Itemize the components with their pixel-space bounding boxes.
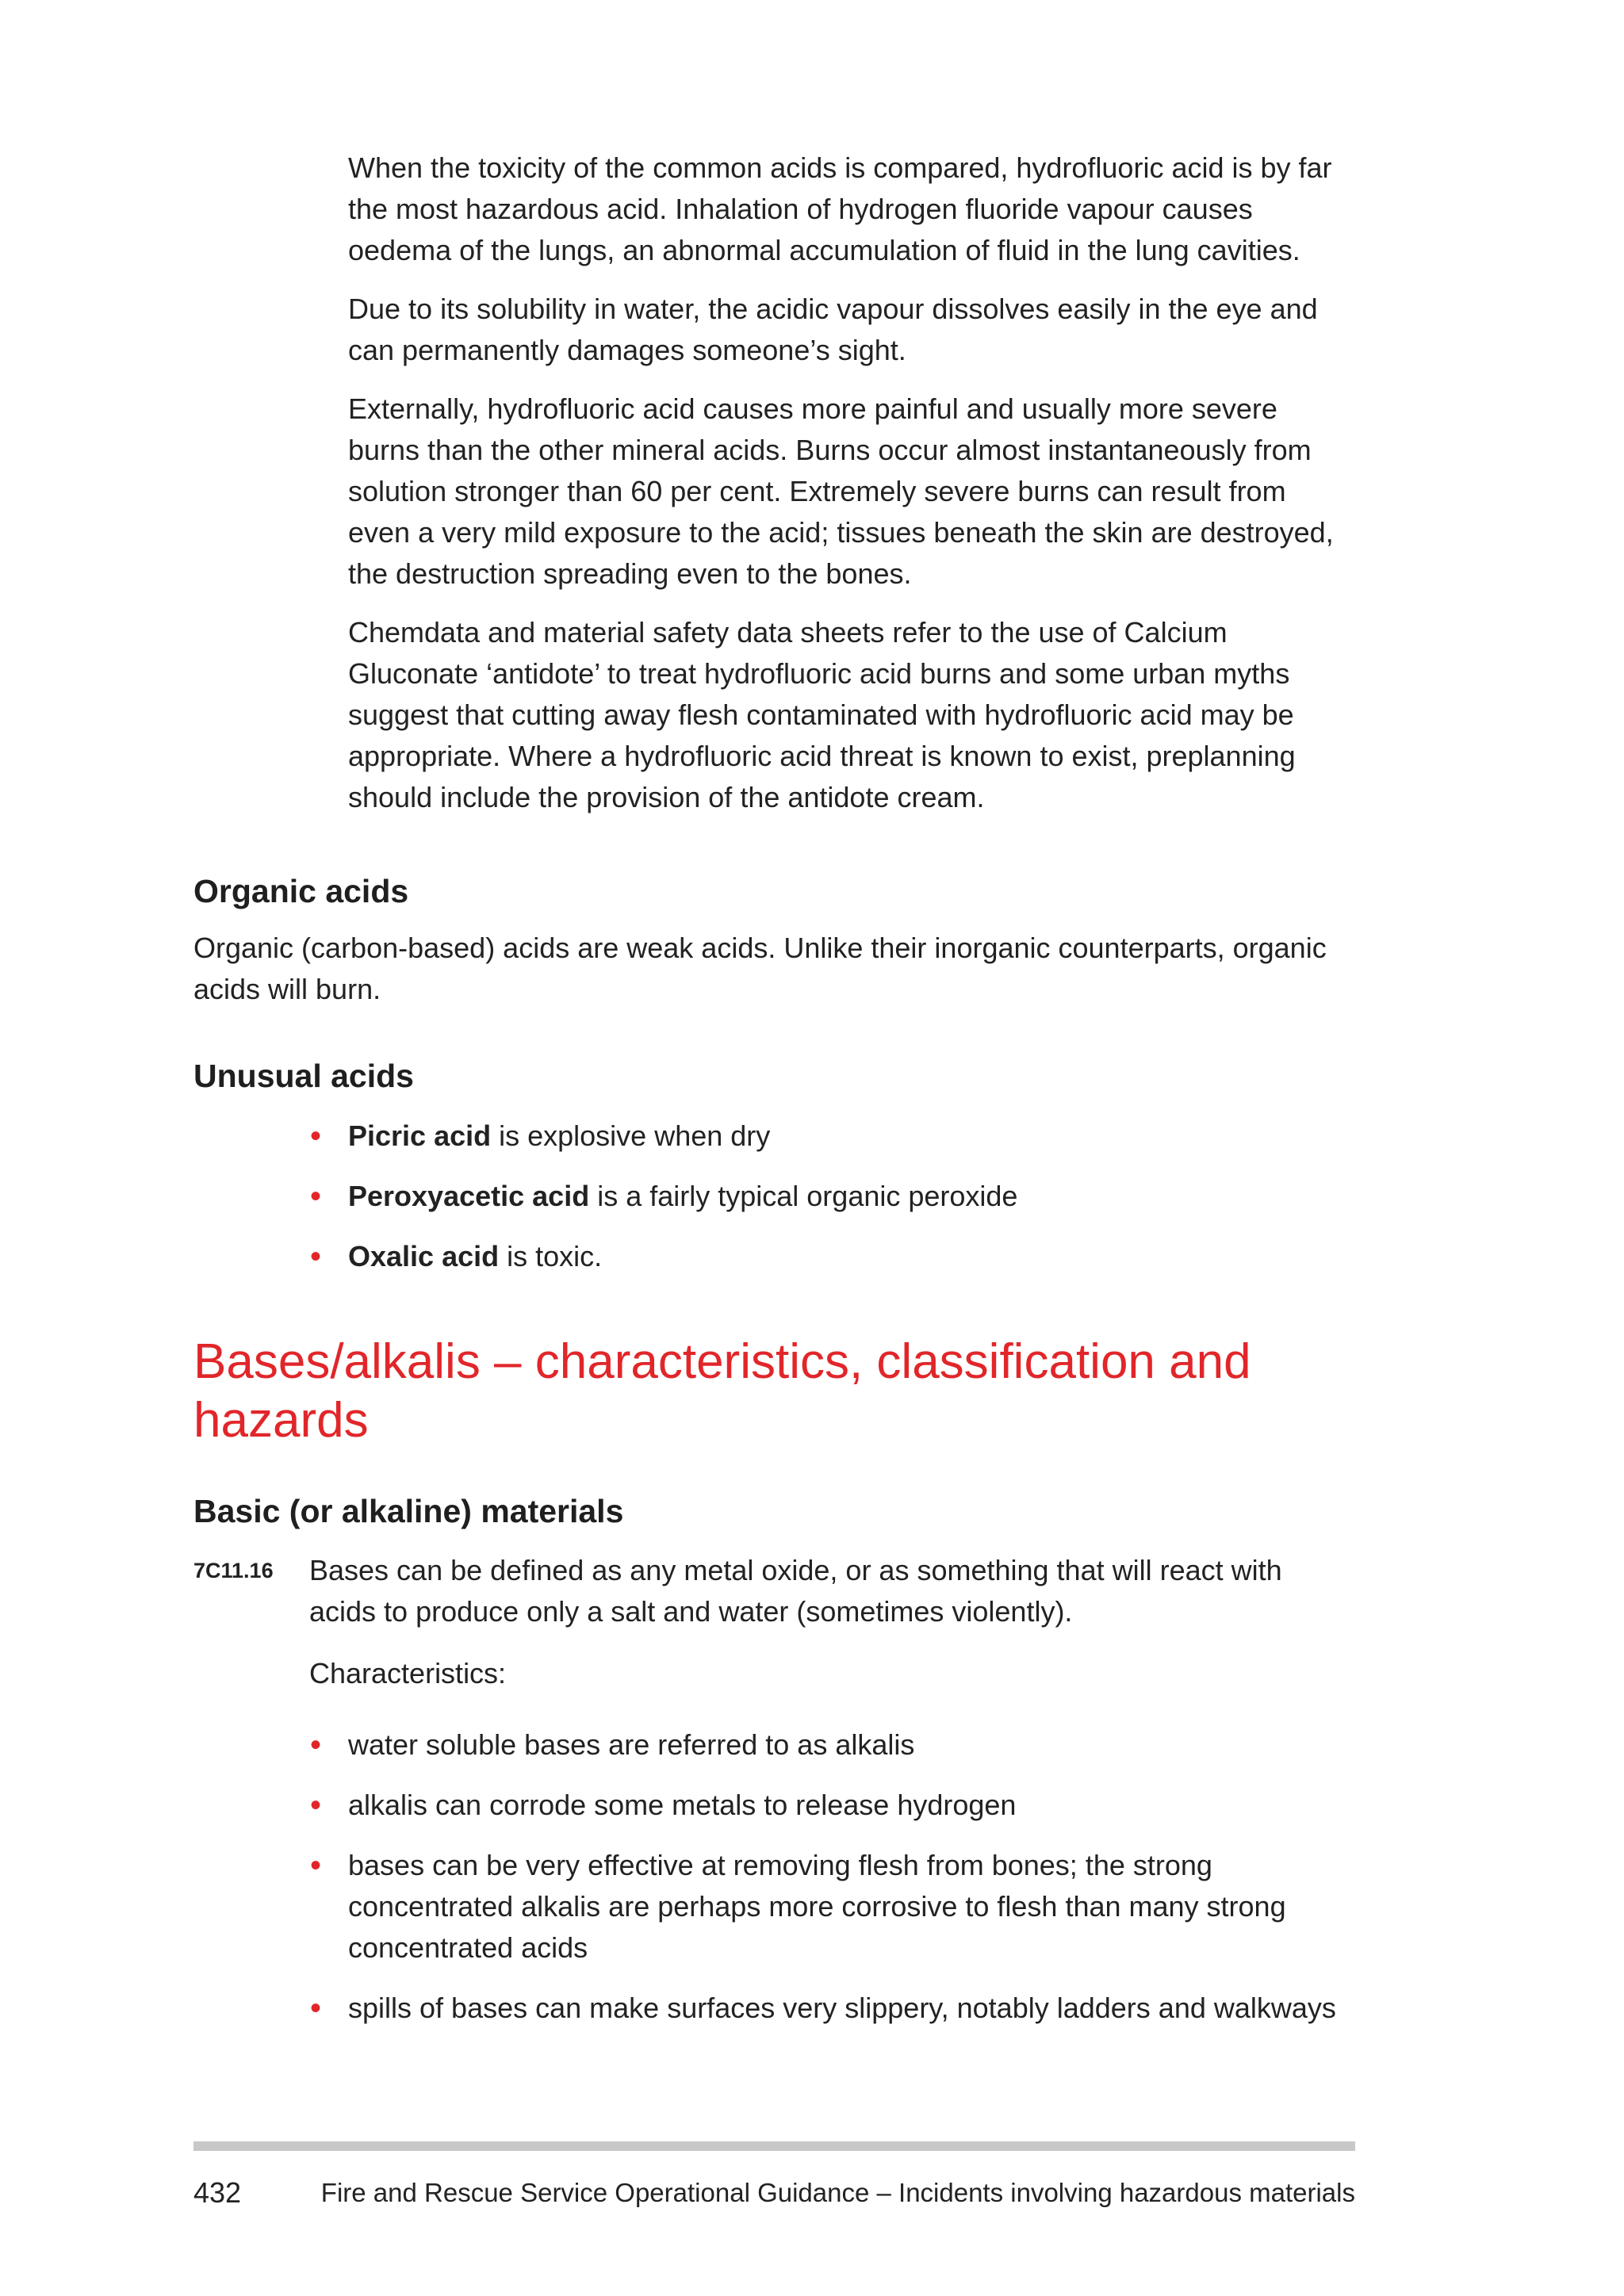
page-number: 432 xyxy=(193,2176,242,2209)
footer-document-title: Fire and Rescue Service Operational Guidance – Incidents involving hazardous materials xyxy=(320,2178,1355,2207)
body-paragraph: When the toxicity of the common acids is compared, hydrofluoric acid is by far the most hazardous acid. Inhalation of hydrogen fluoride vapour causes oedema of the lungs, an abnormal accumulation of fluid in the lung cavities. xyxy=(348,151,1332,266)
unusual-acids-heading-block xyxy=(193,1055,1355,1096)
body-paragraph: Externally, hydrofluoric acid causes more painful and usually more severe burns than the other mineral acids. Burns occur almost instantaneously from solution stronger than 60 per cent. Extremely severe burns can result from even a very mild exposure to the acid; tissues beneath the skin are destroyed, the destruction spreading even to the bones. xyxy=(348,392,1334,590)
list-item xyxy=(310,1785,1355,1826)
body-paragraph: Due to its solubility in water, the acidic vapour dissolves easily in the eye and can permanently damages someone’s sight. xyxy=(348,293,1318,366)
body-paragraph: Chemdata and material safety data sheets refer to the use of Calcium Gluconate ‘antidote’ to treat hydrofluoric acid burns and some urban myths suggest that cutting away flesh contaminated with hydrofluoric acid may be appropriate. Where a hydrofluoric acid threat is known to exist, preplanning should include the provision of the antidote cream. xyxy=(348,616,1296,813)
item-text: is explosive when dry xyxy=(491,1119,771,1152)
body-paragraph: Bases can be defined as any metal oxide, or as something that will react with acids to produce only a salt and water (sometimes violently). xyxy=(309,1554,1282,1628)
item-text: alkalis can corrode some metals to release hydrogen xyxy=(348,1789,1017,1821)
bullet-list xyxy=(310,1115,1355,1277)
organic-acids-section xyxy=(193,871,1355,1027)
item-text: spills of bases can make surfaces very slippery, notably ladders and walkways xyxy=(348,1992,1336,2024)
bullet-icon: • xyxy=(310,1848,322,1883)
item-bold-term: Peroxyacetic acid xyxy=(348,1180,590,1212)
bullet-icon: • xyxy=(310,1788,322,1823)
section-subheading: Basic (or alkaline) materials xyxy=(193,1493,624,1529)
bases-definition-block xyxy=(309,1550,1355,1715)
list-item xyxy=(310,1176,1355,1217)
bullet-icon: • xyxy=(310,1991,322,2026)
list-item xyxy=(310,1988,1355,2029)
bases-section-title-block xyxy=(193,1333,1355,1450)
item-text: is toxic. xyxy=(499,1240,603,1272)
bullet-icon: • xyxy=(310,1179,322,1214)
bullet-icon: • xyxy=(310,1239,322,1274)
section-title xyxy=(193,1333,1355,1450)
section-title-line: hazards xyxy=(193,1393,369,1448)
paragraph-number: 7C11.16 xyxy=(193,1559,274,1582)
body-paragraph: Organic (carbon-based) acids are weak acids. Unlike their inorganic counterparts, organic acids will burn. xyxy=(193,932,1327,1005)
item-text: water soluble bases are referred to as alkalis xyxy=(348,1728,915,1761)
list-item xyxy=(310,1724,1355,1766)
section-title-line: Bases/alkalis – characteristics, classification and xyxy=(193,1334,1251,1389)
list-item xyxy=(310,1236,1355,1277)
list-item xyxy=(310,1115,1355,1157)
item-bold-term: Picric acid xyxy=(348,1119,492,1152)
bullet-list xyxy=(310,1724,1355,2029)
basic-materials-heading-block xyxy=(193,1490,1355,1532)
bullet-icon: • xyxy=(310,1119,322,1154)
item-bold-term: Oxalic acid xyxy=(348,1240,500,1272)
item-text: is a fairly typical organic peroxide xyxy=(589,1180,1018,1212)
item-text: bases can be very effective at removing flesh from bones; the strong concentrated alkalis are perhaps more corrosive to flesh than many strong concentrated acids xyxy=(348,1849,1286,1964)
section-subheading: Organic acids xyxy=(193,873,409,909)
characteristics-list-block xyxy=(310,1724,1355,2029)
hydrofluoric-acid-section xyxy=(348,147,1355,836)
characteristics-label: Characteristics: xyxy=(309,1657,507,1689)
footer-divider xyxy=(193,2141,1355,2151)
list-item xyxy=(310,1845,1355,1969)
bullet-icon: • xyxy=(310,1728,322,1762)
section-subheading: Unusual acids xyxy=(193,1058,414,1094)
unusual-acids-list-block xyxy=(310,1115,1355,1277)
